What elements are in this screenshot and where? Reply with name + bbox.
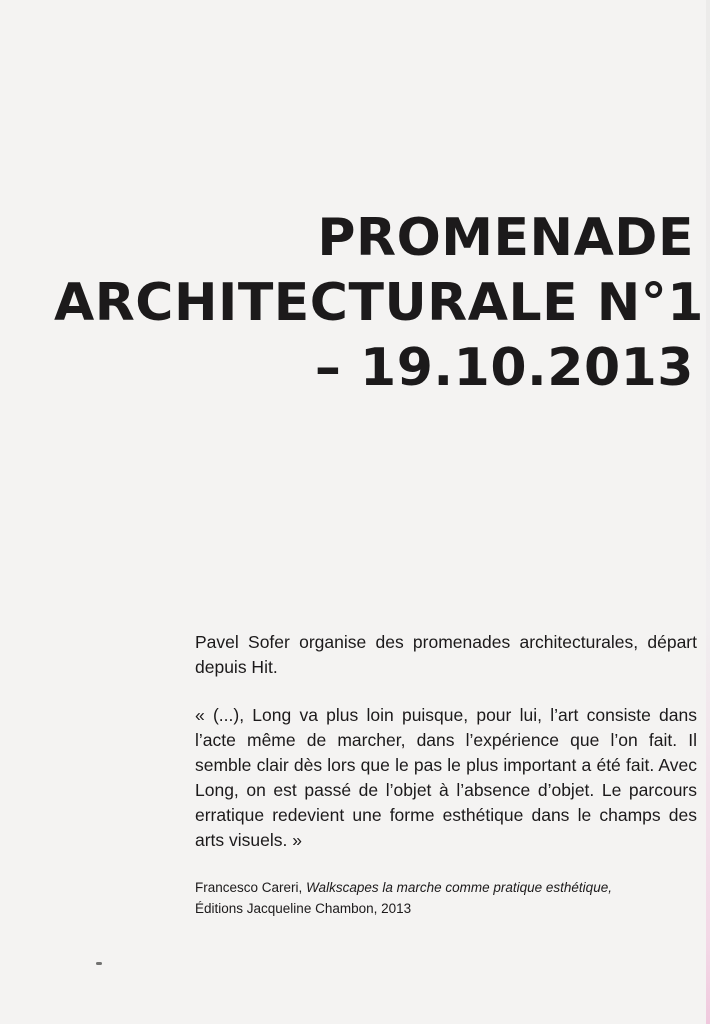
quote-paragraph: « (...), Long va plus loin puisque, pour lui, l’art consiste dans l’acte même de marcher, dans l’expérience que l’on fait. Il semble clair dès lors que le pas le plus important a été fait. Avec Long, on est passé de l’objet à l’absence d’objet. Le parcours erratique redevient une forme esthétique dans le champs des arts visuels. »	[195, 705, 697, 850]
citation-publisher: Éditions Jacqueline Chambon, 2013	[195, 901, 412, 916]
citation-work: Walkscapes la marche comme pratique esthétique,	[306, 880, 612, 895]
title-line-3: – 19.10.2013	[314, 338, 694, 398]
citation	[195, 877, 697, 919]
page-edge	[706, 0, 710, 1024]
body-text	[195, 630, 697, 919]
print-speck	[96, 962, 102, 965]
intro-paragraph: Pavel Sofer organise des promenades architecturales, départ depuis Hit.	[195, 632, 697, 677]
title-line-1: PROMENADE	[317, 208, 694, 268]
title-line-2: ARCHITECTURALE N°1	[54, 273, 704, 333]
page-title	[54, 206, 704, 401]
citation-author: Francesco Careri,	[195, 880, 303, 895]
